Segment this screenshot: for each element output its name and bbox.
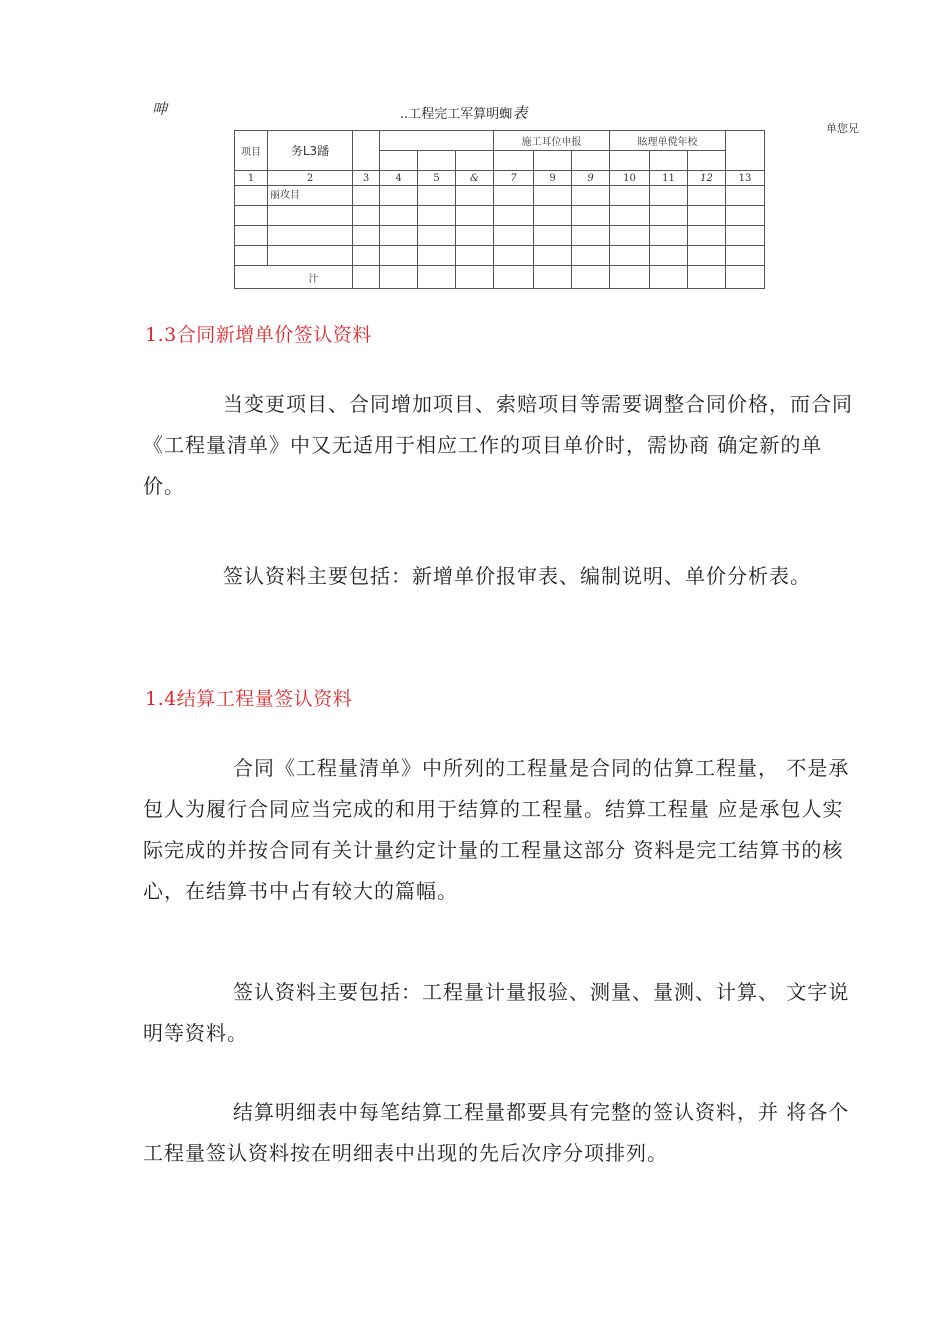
paragraph (143, 556, 853, 597)
head-sub-cell (688, 151, 726, 171)
unit-label: 单您兄 (826, 122, 859, 135)
col-number: 10 (610, 171, 650, 186)
paragraph-text: 结算明细表中每笔结算工程量都要具有完整的签认资料，并 将各个工程量签认资料按在明细表中出现的先后次序分项排列。 (143, 1100, 850, 1165)
table-title-tail: 表 (512, 104, 528, 122)
paragraph-text: 签认资料主要包括：新增单价报审表、编制说明、单价分析表。 (223, 564, 811, 588)
col-number: 3 (353, 171, 380, 186)
col-number: 11 (650, 171, 688, 186)
head-group-supervisor: 眩理单傥年校 (610, 131, 726, 151)
head-sub-cell (494, 151, 534, 171)
first-row-label: 丽攻目 (268, 186, 353, 206)
head-blank (380, 131, 494, 151)
table-row (235, 206, 765, 226)
section-heading-1-4: 1.4结算工程量签认资料 (145, 688, 353, 710)
head-item: 项目 (235, 131, 268, 171)
head-sub-cell (418, 151, 456, 171)
head-col13 (726, 131, 765, 171)
col-number: 7 (494, 171, 534, 186)
col-number: 13 (726, 171, 765, 186)
head-sub-cell (456, 151, 494, 171)
table-total-row (235, 266, 765, 289)
paragraph (143, 748, 853, 912)
col-number: 1 (235, 171, 268, 186)
section-heading-1-3: 1.3合同新增单价签认资料 (145, 324, 372, 346)
col-number: & (456, 171, 494, 186)
head-group-contractor: 施工耳位申报 (494, 131, 610, 151)
head-col3 (353, 131, 380, 171)
head-name: 务L3蹯 (268, 131, 353, 171)
table-cell (235, 186, 268, 206)
col-number: 2 (268, 171, 353, 186)
paragraph-text: 当变更项目、合同增加项目、索赔项目等需要调整合同价格，而合同《工程量清单》中又无适用于相应工作的项目单价时，需协商 确定新的单价。 (143, 392, 853, 498)
col-number: 9 (572, 171, 610, 186)
total-label: 汁 (235, 266, 353, 289)
head-sub-cell (572, 151, 610, 171)
head-sub-cell (610, 151, 650, 171)
table-title (400, 102, 527, 123)
paragraph (143, 384, 853, 507)
table-row (235, 186, 765, 206)
col-number: 4 (380, 171, 418, 186)
head-sub-cell (650, 151, 688, 171)
table-row (235, 246, 765, 266)
col-number: 12 (688, 171, 726, 186)
table-row (235, 226, 765, 246)
paragraph (143, 972, 853, 1054)
paragraph-text: 签认资料主要包括：工程量计量报验、测量、量测、计算、 文字说明等资料。 (143, 980, 850, 1045)
head-sub-cell (380, 151, 418, 171)
table-header-row-1 (235, 131, 765, 151)
col-number: 5 (418, 171, 456, 186)
corner-mark: 呻 (152, 100, 168, 118)
paragraph (143, 1092, 853, 1174)
table-number-row (235, 171, 765, 186)
settlement-detail-table (234, 130, 765, 289)
paragraph-text: 合同《工程量清单》中所列的工程量是合同的估算工程量， 不是承包人为履行合同应当完成的和用于结算的工程量。结算工程量 应是承包人实际完成的并按合同有关计量约定计量的工程量这部分 资料是完工结算书的核心，在结算书中占有较大的篇幅。 (143, 756, 850, 903)
table-title-prefix: ..工程完工军算明蜘 (400, 107, 513, 122)
head-sub-cell (534, 151, 572, 171)
col-number: 9 (534, 171, 572, 186)
